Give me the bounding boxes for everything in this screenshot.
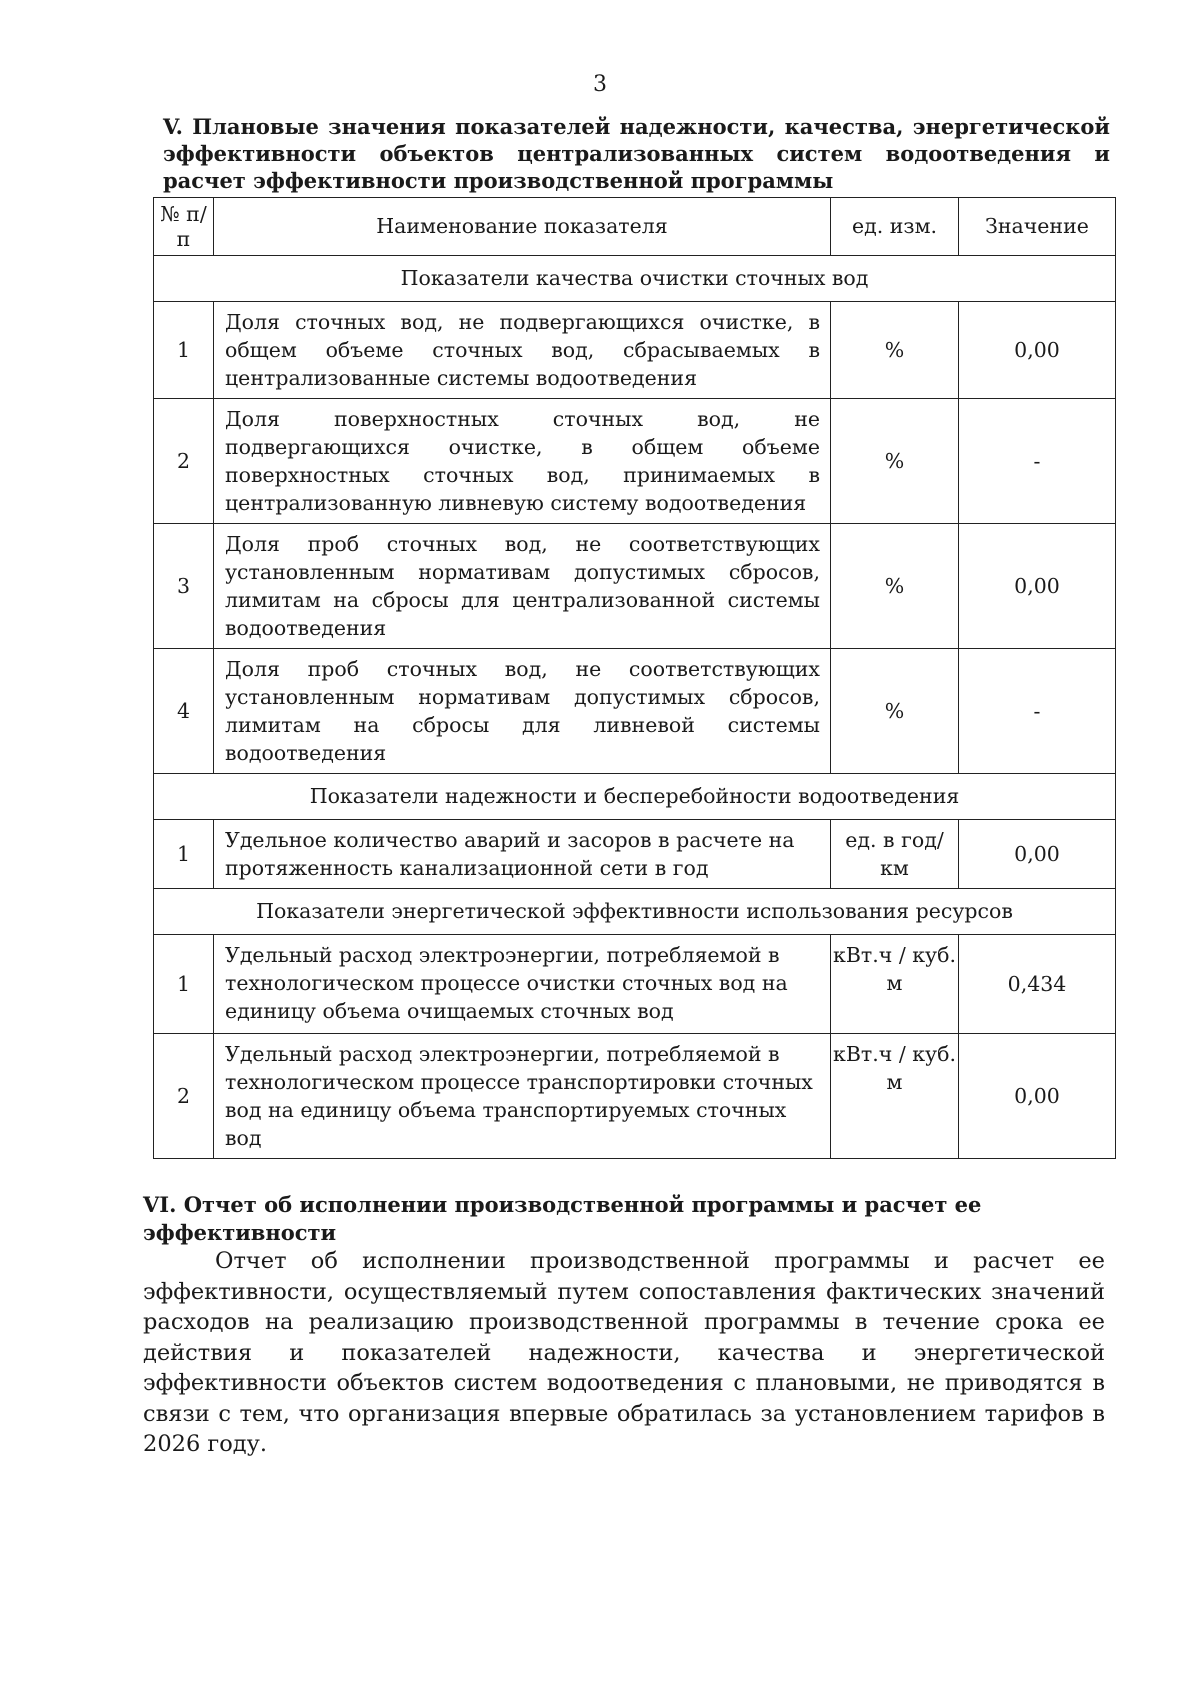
group-quality-row xyxy=(154,256,1116,302)
row-value: 0,00 xyxy=(959,820,1116,889)
row-unit: % xyxy=(831,302,959,399)
section-v-heading: V. Плановые значения показателей надежности, качества, энергетической эффективности объектов централизованных систем водоотведения и расчет эффективности производственной программы xyxy=(163,114,1110,193)
header-unit: ед. изм. xyxy=(831,198,959,256)
group-title: Показатели качества очистки сточных вод xyxy=(154,256,1116,302)
row-name: Доля сточных вод, не подвергающихся очистке, в общем объеме сточных вод, сбрасываемых в централизованные системы водоотведения xyxy=(214,302,831,399)
row-unit: кВт.ч / куб. м xyxy=(831,1034,959,1159)
row-value: 0,00 xyxy=(959,302,1116,399)
group-title: Показатели надежности и бесперебойности водоотведения xyxy=(154,774,1116,820)
row-value: - xyxy=(959,649,1116,774)
page-number: 3 xyxy=(593,72,607,97)
row-value: 0,00 xyxy=(959,1034,1116,1159)
row-num: 1 xyxy=(154,302,214,399)
row-unit: ед. в год/ км xyxy=(831,820,959,889)
row-name: Доля проб сточных вод, не соответствующих установленным нормативам допустимых сбросов, лимитам на сбросы для ливневой системы водоотведения xyxy=(214,649,831,774)
report-paragraph: Отчет об исполнении производственной программы и расчет ее эффективности, осуществляемый путем сопоставления фактических значений расходов на реализацию производственной программы в течение срока ее действия и показателей надежности, качества и энергетической эффективности объектов систем водоотведения с плановыми, не приводятся в связи с тем, что организация впервые обратилась за установлением тарифов в 2026 году. xyxy=(143,1248,1105,1457)
row-name: Доля поверхностных сточных вод, не подвергающихся очистке, в общем объеме поверхностных сточных вод, принимаемых в централизованную ливневую систему водоотведения xyxy=(214,399,831,524)
row-value: - xyxy=(959,399,1116,524)
table-row xyxy=(154,302,1116,399)
row-name: Удельный расход электроэнергии, потребляемой в технологическом процессе транспортировки сточных вод на единицу объема транспортируемых сточных вод xyxy=(214,1034,831,1159)
row-num: 1 xyxy=(154,820,214,889)
table-row xyxy=(154,399,1116,524)
header-value: Значение xyxy=(959,198,1116,256)
header-num: № п/п xyxy=(154,198,214,256)
table-row xyxy=(154,935,1116,1034)
table-header-row xyxy=(154,198,1116,256)
group-energy-row xyxy=(154,889,1116,935)
row-num: 3 xyxy=(154,524,214,649)
table-row xyxy=(154,1034,1116,1159)
row-value: 0,00 xyxy=(959,524,1116,649)
row-unit: кВт.ч / куб. м xyxy=(831,935,959,1034)
row-value: 0,434 xyxy=(959,935,1116,1034)
header-name: Наименование показателя xyxy=(214,198,831,256)
section-vi-heading: VI. Отчет об исполнении производственной программы и расчет ее эффективности xyxy=(143,1192,982,1245)
row-name: Удельное количество аварий и засоров в расчете на протяженность канализационной сети в год xyxy=(214,820,831,889)
row-num: 1 xyxy=(154,935,214,1034)
group-title: Показатели энергетической эффективности использования ресурсов xyxy=(154,889,1116,935)
row-unit: % xyxy=(831,649,959,774)
row-unit: % xyxy=(831,399,959,524)
row-name: Удельный расход электроэнергии, потребляемой в технологическом процессе очистки сточных вод на единицу объема очищаемых сточных вод xyxy=(214,935,831,1034)
table-row xyxy=(154,524,1116,649)
indicators-table xyxy=(153,197,1116,1159)
row-num: 4 xyxy=(154,649,214,774)
row-name: Доля проб сточных вод, не соответствующих установленным нормативам допустимых сбросов, лимитам на сбросы для централизованной системы водоотведения xyxy=(214,524,831,649)
row-unit: % xyxy=(831,524,959,649)
row-num: 2 xyxy=(154,399,214,524)
table-row xyxy=(154,649,1116,774)
table-row xyxy=(154,820,1116,889)
row-num: 2 xyxy=(154,1034,214,1159)
group-reliability-row xyxy=(154,774,1116,820)
